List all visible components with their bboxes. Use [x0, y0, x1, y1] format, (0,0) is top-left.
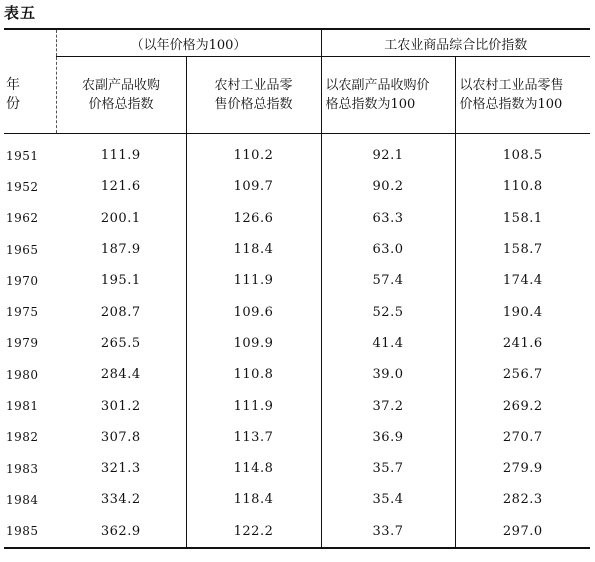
year-cell: 1983	[6, 461, 39, 476]
column-header-line: 价格总指数	[88, 97, 154, 112]
cell-rural-retail-index: 109.7	[186, 171, 321, 202]
table-row	[4, 359, 590, 390]
column-header-line: 农副产品收购	[81, 78, 160, 93]
cell-ratio-farm-base: 39.0	[321, 359, 455, 390]
cell-ratio-farm-base: 35.7	[321, 453, 455, 484]
cell-ratio-industrial-base: 110.8	[455, 171, 590, 202]
cell-farm-purchase-index: 265.5	[100, 335, 141, 351]
cell-ratio-industrial-base: 158.1	[455, 203, 590, 234]
year-cell: 1982	[6, 430, 39, 445]
cell-farm-purchase-index: 334.2	[100, 492, 141, 508]
cell-ratio-farm-base: 33.7	[321, 516, 455, 548]
cell-ratio-industrial-base: 269.2	[455, 390, 590, 421]
cell-rural-retail-index: 110.8	[186, 359, 321, 390]
column-header-farm-purchase-index	[56, 57, 186, 134]
year-header: 年 份	[4, 57, 56, 134]
column-header-ratio-farm-base	[321, 57, 455, 134]
year-header-spacer	[4, 29, 56, 57]
cell-rural-retail-index: 110.2	[186, 134, 321, 172]
year-cell: 1951	[6, 148, 39, 163]
column-header-line: 格总指数为100	[325, 97, 416, 112]
year-cell: 1962	[6, 211, 39, 226]
cell-ratio-farm-base: 63.3	[321, 203, 455, 234]
table-row	[4, 203, 590, 234]
table-row	[4, 296, 590, 327]
year-cell: 1965	[6, 242, 39, 257]
cell-ratio-farm-base: 36.9	[321, 422, 455, 453]
table-row	[4, 390, 590, 421]
cell-ratio-industrial-base: 108.5	[455, 134, 590, 172]
cell-farm-purchase-index: 111.9	[100, 148, 141, 164]
cell-rural-retail-index: 118.4	[186, 484, 321, 515]
table-row	[4, 234, 590, 265]
cell-farm-purchase-index: 284.4	[100, 367, 141, 383]
year-cell: 1981	[6, 399, 39, 414]
cell-ratio-industrial-base: 279.9	[455, 453, 590, 484]
cell-ratio-industrial-base: 174.4	[455, 265, 590, 296]
table-body	[4, 134, 590, 548]
cell-rural-retail-index: 111.9	[186, 265, 321, 296]
cell-ratio-farm-base: 92.1	[321, 134, 455, 172]
group-header-row	[4, 29, 590, 57]
cell-rural-retail-index: 118.4	[186, 234, 321, 265]
table-row	[4, 484, 590, 515]
cell-farm-purchase-index: 301.2	[100, 398, 141, 414]
table-caption: 表五	[4, 4, 37, 22]
cell-farm-purchase-index: 200.1	[100, 210, 141, 226]
cell-rural-retail-index: 114.8	[186, 453, 321, 484]
year-cell: 1985	[6, 524, 39, 539]
cell-rural-retail-index: 113.7	[186, 422, 321, 453]
cell-ratio-farm-base: 52.5	[321, 296, 455, 327]
column-header-row	[4, 57, 590, 134]
year-cell: 1970	[6, 273, 39, 288]
cell-ratio-industrial-base: 270.7	[455, 422, 590, 453]
cell-ratio-industrial-base: 256.7	[455, 359, 590, 390]
column-header-line: 售价格总指数	[214, 97, 293, 112]
column-header-line: 农村工业品零	[214, 78, 293, 93]
cell-rural-retail-index: 109.6	[186, 296, 321, 327]
cell-ratio-farm-base: 41.4	[321, 328, 455, 359]
cell-ratio-industrial-base: 190.4	[455, 296, 590, 327]
cell-farm-purchase-index: 307.8	[100, 429, 141, 445]
cell-ratio-farm-base: 63.0	[321, 234, 455, 265]
column-header-rural-retail-index	[186, 57, 321, 134]
group-header-base-year: （以年价格为100）	[56, 29, 321, 57]
table-row	[4, 265, 590, 296]
cell-ratio-industrial-base: 158.7	[455, 234, 590, 265]
column-header-line: 价格总指数为100	[459, 97, 563, 112]
table-row	[4, 453, 590, 484]
cell-ratio-farm-base: 90.2	[321, 171, 455, 202]
year-cell: 1980	[6, 367, 39, 382]
column-header-line: 以农村工业品零售	[459, 78, 564, 93]
cell-farm-purchase-index: 187.9	[100, 242, 141, 258]
cell-farm-purchase-index: 321.3	[100, 461, 141, 477]
table-row	[4, 171, 590, 202]
year-cell: 1952	[6, 179, 39, 194]
cell-ratio-farm-base: 37.2	[321, 390, 455, 421]
cell-ratio-farm-base: 35.4	[321, 484, 455, 515]
column-header-ratio-industrial-base	[455, 57, 590, 134]
table-row	[4, 134, 590, 172]
cell-farm-purchase-index: 208.7	[100, 304, 141, 320]
column-header-line: 以农副产品收购价	[325, 78, 430, 93]
year-cell: 1984	[6, 492, 39, 507]
year-cell: 1975	[6, 305, 39, 320]
price-index-table	[4, 28, 590, 549]
cell-farm-purchase-index: 362.9	[100, 523, 141, 539]
cell-ratio-industrial-base: 282.3	[455, 484, 590, 515]
cell-farm-purchase-index: 121.6	[100, 179, 141, 195]
cell-farm-purchase-index: 195.1	[100, 273, 141, 289]
year-cell: 1979	[6, 336, 39, 351]
cell-ratio-industrial-base: 241.6	[455, 328, 590, 359]
cell-ratio-industrial-base: 297.0	[455, 516, 590, 548]
cell-rural-retail-index: 111.9	[186, 390, 321, 421]
group-header-comparison: 工农业商品综合比价指数	[384, 37, 528, 53]
table-row	[4, 422, 590, 453]
cell-ratio-farm-base: 57.4	[321, 265, 455, 296]
cell-rural-retail-index: 122.2	[186, 516, 321, 548]
cell-rural-retail-index: 126.6	[186, 203, 321, 234]
table-row	[4, 516, 590, 548]
table-row	[4, 328, 590, 359]
cell-rural-retail-index: 109.9	[186, 328, 321, 359]
